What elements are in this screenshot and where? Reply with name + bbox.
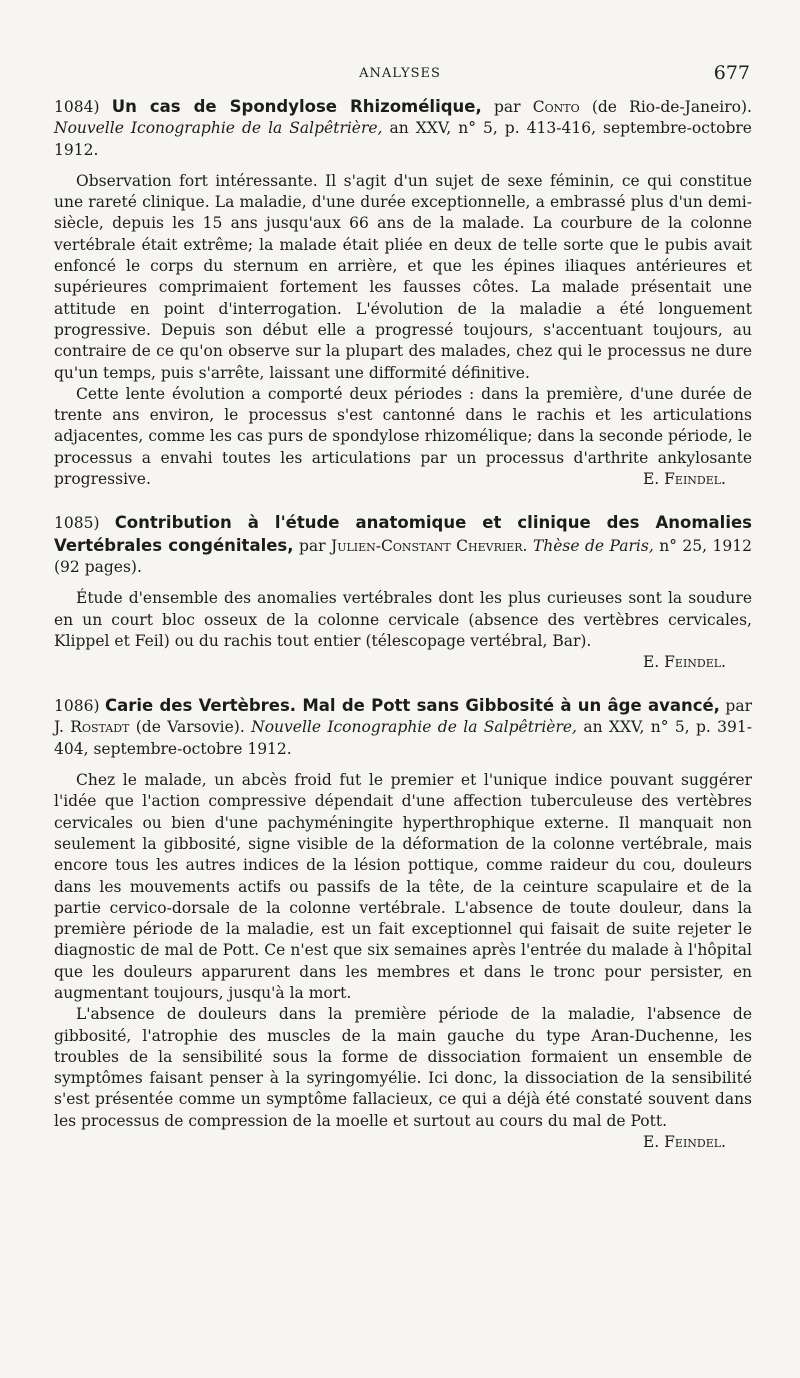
abstract-entry-1086 <box>54 695 752 1152</box>
running-title: ANALYSES <box>359 66 441 81</box>
entry-number: 1084) <box>54 98 100 116</box>
text-column <box>54 96 752 1153</box>
entry-details: an XXV, n° 5, p. 391-404, septembre-octobre 1912. <box>54 718 752 758</box>
entry-par: par <box>493 98 521 116</box>
entry-title: Contribution à l'étude anatomique et clinique des Anomalies Vertébrales congénitales, <box>54 513 752 555</box>
entry-paragraph: Étude d'ensemble des anomalies vertébrales dont les plus curieuses sont la soudure en un court bloc osseux de la colonne cervicale (absence des vertèbres cervicales, Klippel et Feil) ou du rachis tout entier (télescopage vertébral, Bar). <box>54 589 752 650</box>
entry-signature: E. Feindel. <box>642 1133 726 1152</box>
entry-number: 1085) <box>54 514 100 533</box>
entry-author: J. Rostadt <box>54 718 130 737</box>
entry-title: Carie des Vertèbres. Mal de Pott sans Gibbosité à un âge avancé, <box>104 696 720 716</box>
entry-paragraph: Chez le malade, un abcès froid fut le premier et l'unique indice pouvant suggérer l'idée que l'action compressive dépendait d'une affection tuberculeuse des vertèbres cervicales ou bien d'une pachyméningite hyperthrophique externe. Il manquait non seulement la gibbosité, signe visible de la déformation de la colonne vertébrale, mais encore tous les autres indices de la lésion pottique, comme raideur du cou, douleurs dans les mouvements actifs ou passifs de la tête, de la ceinture scapulaire et de la partie cervico-dorsale de la colonne vertébrale. L'absence de toute douleur, dans la première période de la maladie, est un fait exceptionnel qui faisait de suite rejeter le diagnostic de mal de Pott. Ce n'est que six semaines après l'entrée du malade à l'hôpital que les douleurs apparurent dans les membres et dans le tronc pour persister, en augmentant toujours, jusqu'à la mort. <box>54 771 752 1002</box>
entry-details: an XXV, n° 5, p. 413-416, septembre-octobre 1912. <box>54 119 752 159</box>
entry-author: Conto <box>532 98 580 116</box>
entry-journal: Nouvelle Iconographie de la Salpêtrière, <box>54 119 383 138</box>
entry-paragraph: Observation fort intéressante. Il s'agit d'un sujet de sexe féminin, ce qui constitue une rareté clinique. La maladie, d'une durée exceptionnelle, a embrassé plus d'un demi-siècle, depuis les 15 ans jusqu'aux 66 ans de la malade. La courbure de la colonne vertébrale était extrême; la malade était pliée en deux de telle sorte que le pubis avait enfoncé le corps du sternum en arrière, et que les épines iliaques antérieures et supérieures comprimaient fortement les fausses côtes. La malade présentait une attitude en point d'interrogation. L'évolution de la maladie a été longuement progressive. Depuis son début elle a progressé toujours, s'accentuant toujours, au contraire de ce qu'on observe sur la plupart des malades, chez qui le processus ne dure qu'un temps, puis s'arrête, laissant une difformité définitive. <box>54 171 752 382</box>
entry-number: 1086) <box>54 697 100 716</box>
page-number: 677 <box>713 62 750 84</box>
entry-affiliation: (de Rio-de-Janeiro). <box>591 98 752 116</box>
abstract-entry-1085 <box>54 512 752 673</box>
entry-affiliation: (de Varsovie). <box>135 718 245 737</box>
entry-heading <box>54 512 752 578</box>
entry-paragraph-text: L'absence de douleurs dans la première période de la maladie, l'absence de gibbosité, l'atrophie des muscles de la main gauche du type Aran-Duchenne, les troubles de la sensibilité sous la forme de dissociation formaient un ensemble de symptômes faisant penser à la syringomyélie. Ici donc, la dissociation de la sensibilité s'est présentée comme un symptôme fallacieux, ce qui a déjà été constaté souvent dans les processus de compression de la moelle et surtout au cours du mal de Pott. <box>54 1005 752 1130</box>
entry-par: par <box>725 697 752 716</box>
entry-signature: E. Feindel. <box>642 470 726 489</box>
entry-details: n° 25, 1912 (92 pages). <box>54 536 752 576</box>
entry-journal: Nouvelle Iconographie de la Salpêtrière, <box>251 718 577 737</box>
entry-journal: Thèse de Paris, <box>532 536 654 555</box>
abstract-entry-1084 <box>54 96 752 490</box>
running-head <box>0 62 800 86</box>
entry-author: Julien-Constant Chevrier. <box>331 536 528 555</box>
entry-heading <box>54 695 752 760</box>
entry-paragraph <box>54 1004 752 1152</box>
entry-signature: E. Feindel. <box>642 653 726 672</box>
entry-paragraph <box>54 384 752 490</box>
entry-paragraph-text: Cette lente évolution a comporté deux périodes : dans la première, d'une durée de trente ans environ, le processus s'est cantonné dans le rachis et les articulations adjacentes, comme les cas purs de spondylose rhizomélique; dans la seconde période, le processus a envahi toutes les articulations par un processus d'arthrite ankylosante progressive. <box>54 384 752 489</box>
entry-heading <box>54 96 752 161</box>
entry-par: par <box>298 536 326 555</box>
entry-title: Un cas de Spondylose Rhizomélique, <box>111 97 482 116</box>
